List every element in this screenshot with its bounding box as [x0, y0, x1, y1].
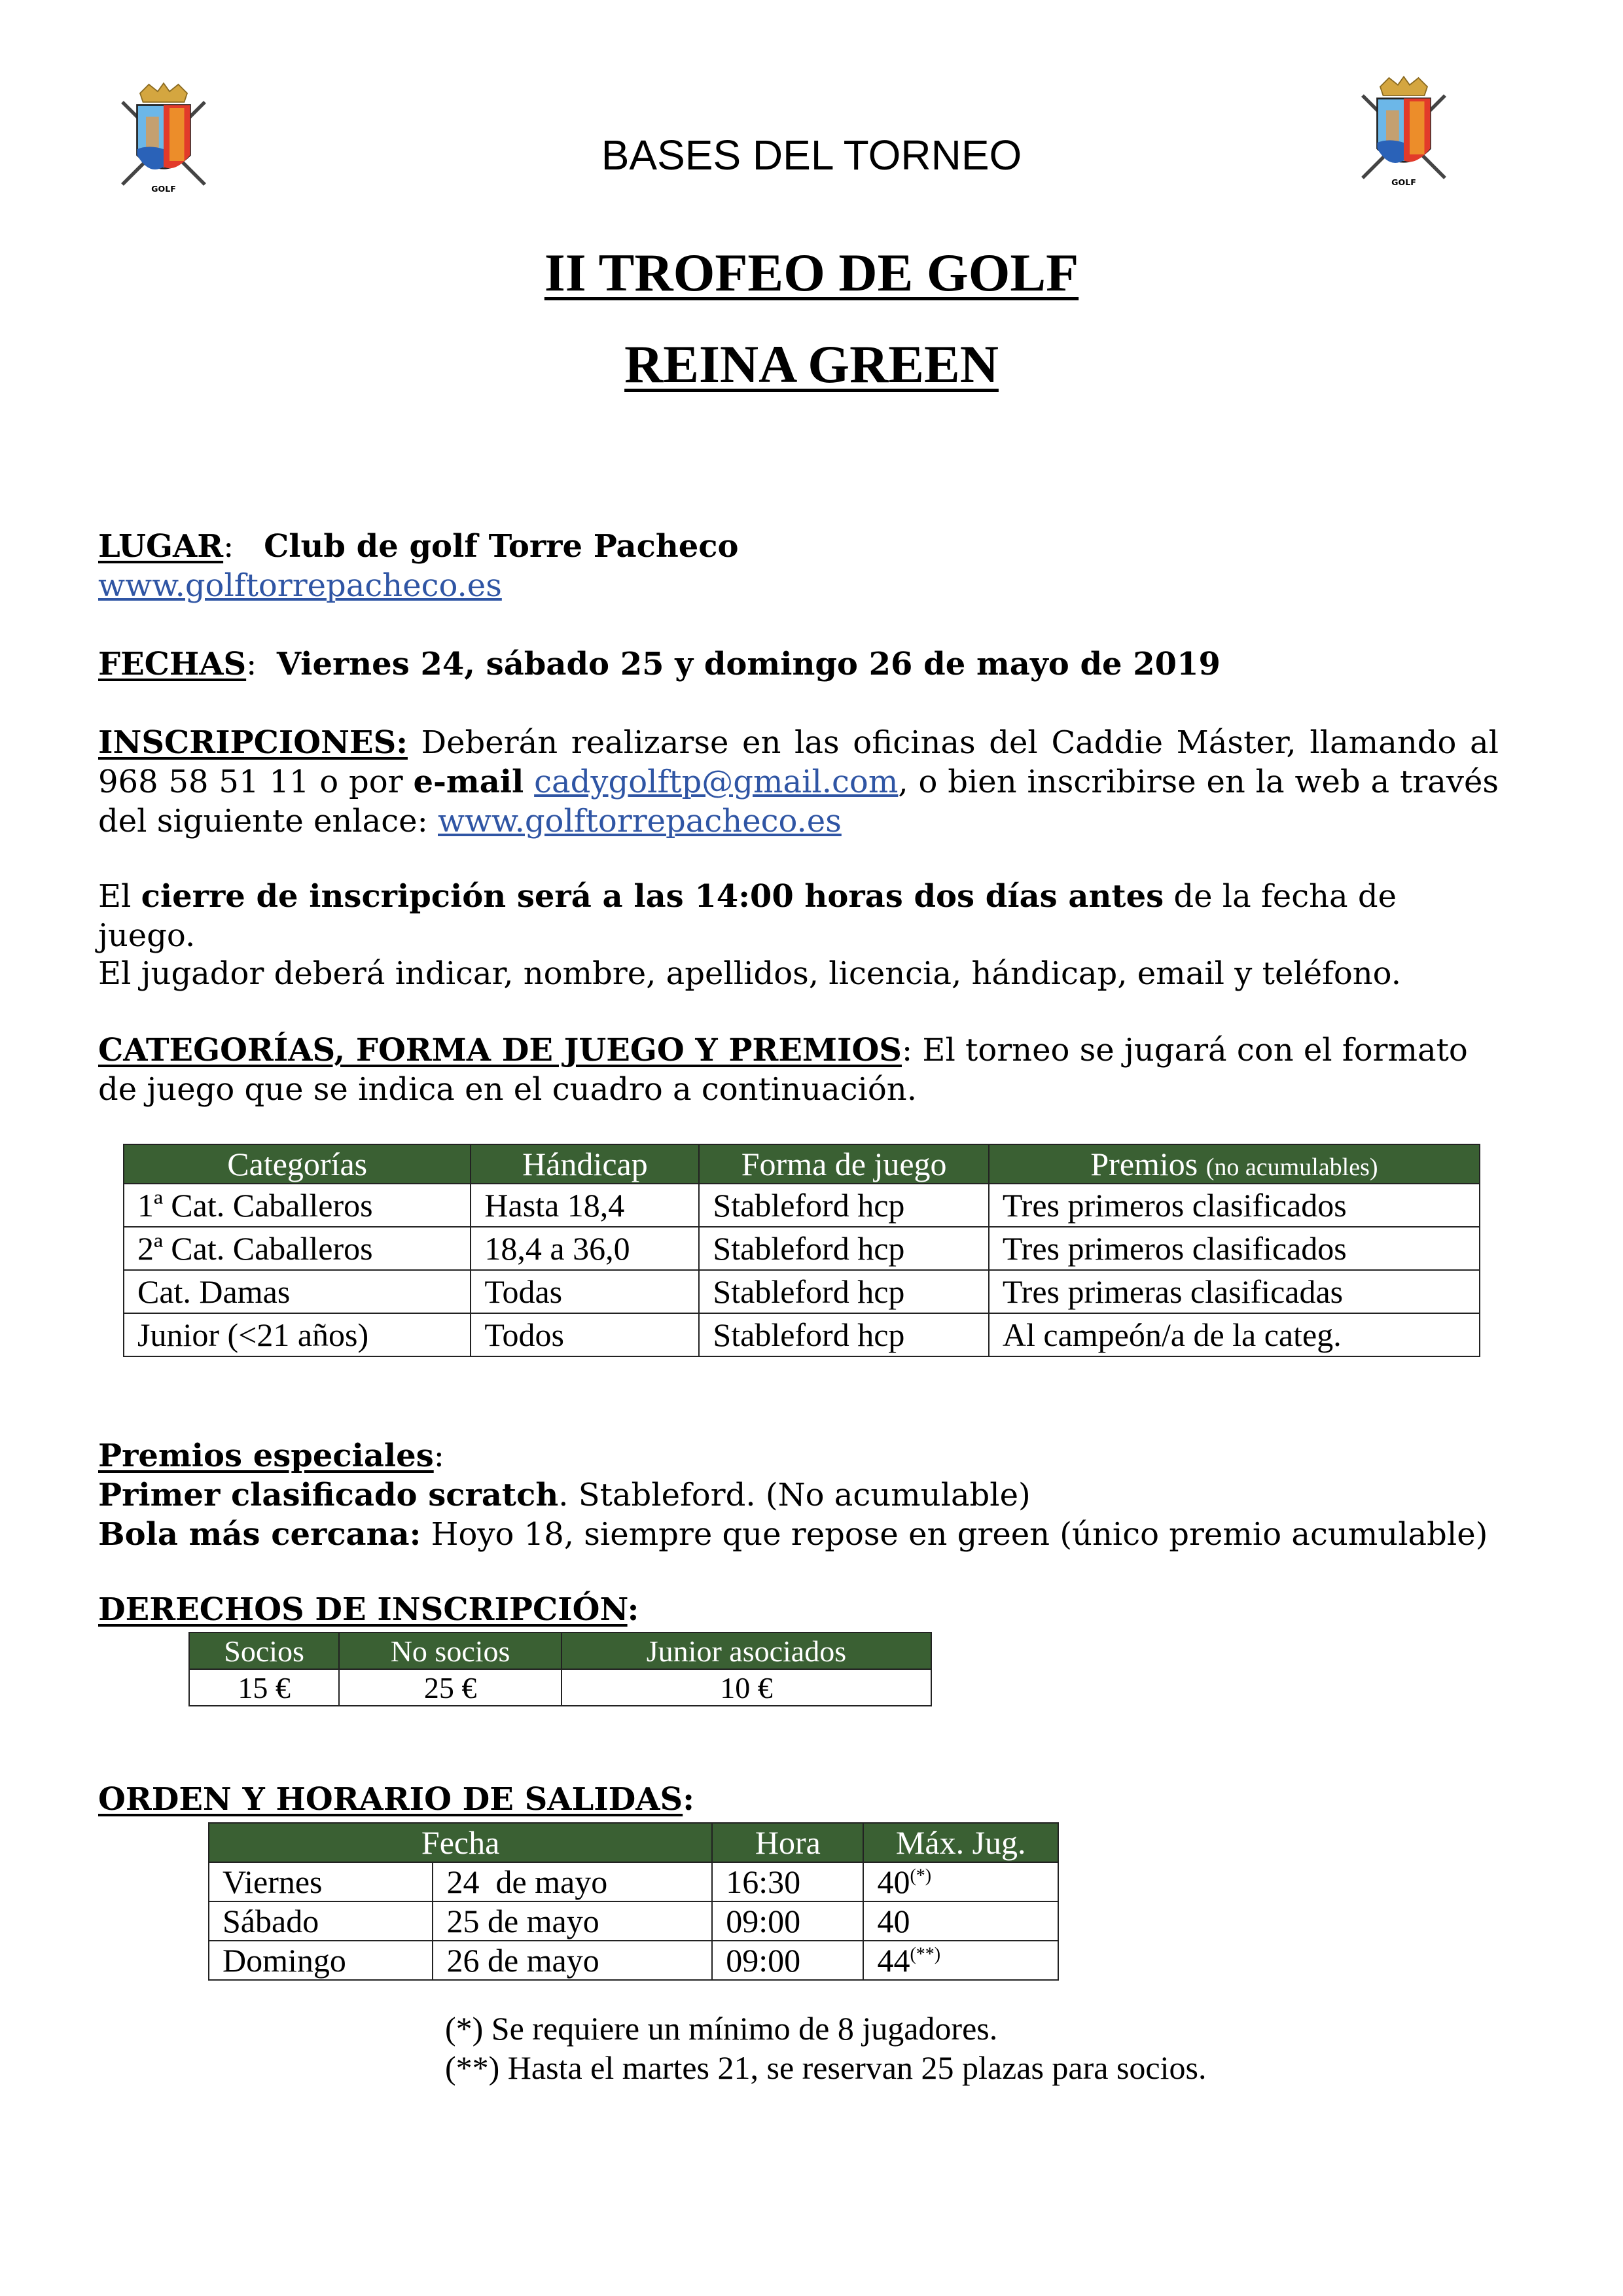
table-header: Socios — [189, 1633, 339, 1669]
table-header: Junior asociados — [562, 1633, 931, 1669]
table-header-row — [189, 1633, 931, 1669]
table-cell: Stableford hcp — [699, 1270, 988, 1313]
table-row — [189, 1669, 931, 1706]
table-row — [124, 1184, 1480, 1227]
derechos-label: DERECHOS DE INSCRIPCIÓN — [98, 1591, 628, 1628]
table-cell: 24 de mayo — [433, 1862, 712, 1901]
premios-especiales-section: Premios especiales: Primer clasificado scratch. Stableford. (No acumulable) Bola más cercana: Hoyo 18, siempre que repose en green (único premio acumulable) — [98, 1438, 1488, 1553]
table-cell: 40 — [863, 1901, 1058, 1941]
derechos-table — [188, 1632, 932, 1706]
table-cell: Todas — [471, 1270, 699, 1313]
table-cell: Domingo — [209, 1941, 433, 1980]
cierre-text: El cierre de inscripción será a las 14:00 horas dos días antes de la fecha de juego. — [98, 878, 1397, 954]
document-subtitle: BASES DEL TORNEO — [601, 132, 1022, 179]
table-cell: Al campeón/a de la categ. — [989, 1313, 1480, 1356]
table-cell: 2ª Cat. Caballeros — [124, 1227, 471, 1270]
table-cell: 09:00 — [712, 1941, 863, 1980]
footnote-1: (*) Se requiere un mínimo de 8 jugadores. — [445, 2010, 998, 2047]
table-row — [124, 1270, 1480, 1313]
salidas-label: ORDEN Y HORARIO DE SALIDAS — [98, 1781, 683, 1818]
salidas-section: ORDEN Y HORARIO DE SALIDAS: — [98, 1781, 694, 1818]
table-header: Hora — [712, 1823, 863, 1862]
categorias-label: CATEGORÍAS, FORMA DE JUEGO Y PREMIOS — [98, 1032, 902, 1069]
table-header: Hándicap — [471, 1144, 699, 1184]
table-cell: Tres primeros clasificados — [989, 1227, 1480, 1270]
table-header: Premios (no acumulables) — [989, 1144, 1480, 1184]
table-cell: 09:00 — [712, 1901, 863, 1941]
lugar-value: Club de golf Torre Pacheco — [264, 528, 739, 565]
svg-text:GOLF: GOLF — [151, 183, 176, 194]
table-cell: 16:30 — [712, 1862, 863, 1901]
salidas-table — [208, 1822, 1059, 1981]
website-link-2[interactable]: www.golftorrepacheco.es — [438, 803, 842, 839]
categorias-table — [123, 1144, 1480, 1357]
inscripciones-section: INSCRIPCIONES: Deberán realizarse en las oficinas del Caddie Máster, llamando al 968 58 51 11 o por e-mail cadygolftp@gmail.com, o bien inscribirse en la web a través del siguiente enlace: www.golftorrepacheco.es — [98, 724, 1499, 839]
document-title-line1: II TROFEO DE GOLF — [544, 243, 1079, 302]
footnotes — [445, 2009, 1558, 2087]
table-cell: 40(*) — [863, 1862, 1058, 1901]
svg-text:GOLF: GOLF — [1391, 177, 1416, 187]
table-cell: Tres primeras clasificadas — [989, 1270, 1480, 1313]
table-cell: Stableford hcp — [699, 1227, 988, 1270]
table-header: Máx. Jug. — [863, 1823, 1058, 1862]
table-row — [124, 1313, 1480, 1356]
table-cell: Todos — [471, 1313, 699, 1356]
table-cell: Stableford hcp — [699, 1313, 988, 1356]
table-header-row — [209, 1823, 1058, 1862]
inscripciones-label: INSCRIPCIONES: — [98, 724, 408, 761]
table-row — [124, 1227, 1480, 1270]
email-label: e-mail — [413, 764, 524, 800]
jugador-info-text: El jugador deberá indicar, nombre, apellidos, licencia, hándicap, email y teléfono. — [98, 955, 1401, 992]
table-cell: 10 € — [562, 1669, 931, 1706]
document-title-line2: REINA GREEN — [624, 334, 999, 394]
table-cell: 44(**) — [863, 1941, 1058, 1980]
lugar-section: LUGAR: Club de golf Torre Pacheco www.golftorrepacheco.es — [98, 528, 739, 604]
table-row — [209, 1941, 1058, 1980]
table-header: No socios — [339, 1633, 562, 1669]
table-header-row — [124, 1144, 1480, 1184]
table-cell: 15 € — [189, 1669, 339, 1706]
fechas-value: Viernes 24, sábado 25 y domingo 26 de mayo de 2019 — [276, 646, 1221, 682]
table-cell: Sábado — [209, 1901, 433, 1941]
table-cell: 1ª Cat. Caballeros — [124, 1184, 471, 1227]
categorias-section: CATEGORÍAS, FORMA DE JUEGO Y PREMIOS: El torneo se jugará con el formato de juego que se indica en el cuadro a continuación. — [98, 1032, 1468, 1108]
fechas-section: FECHAS: Viernes 24, sábado 25 y domingo 26 de mayo de 2019 — [98, 646, 1221, 682]
fechas-label: FECHAS — [98, 646, 247, 682]
email-link[interactable]: cadygolftp@gmail.com — [534, 764, 899, 800]
table-cell: 18,4 a 36,0 — [471, 1227, 699, 1270]
table-cell: Stableford hcp — [699, 1184, 988, 1227]
website-link[interactable]: www.golftorrepacheco.es — [98, 567, 502, 604]
lugar-label: LUGAR — [98, 528, 224, 565]
table-cell: Viernes — [209, 1862, 433, 1901]
table-cell: Junior (<21 años) — [124, 1313, 471, 1356]
table-row — [209, 1862, 1058, 1901]
table-cell: 25 € — [339, 1669, 562, 1706]
footnote-2: (**) Hasta el martes 21, se reservan 25 plazas para socios. — [445, 2049, 1207, 2086]
table-cell: Cat. Damas — [124, 1270, 471, 1313]
table-cell: 26 de mayo — [433, 1941, 712, 1980]
table-cell: 25 de mayo — [433, 1901, 712, 1941]
derechos-section: DERECHOS DE INSCRIPCIÓN: — [98, 1591, 639, 1628]
table-header: Fecha — [209, 1823, 712, 1862]
table-header: Categorías — [124, 1144, 471, 1184]
table-cell: Hasta 18,4 — [471, 1184, 699, 1227]
table-cell: Tres primeros clasificados — [989, 1184, 1480, 1227]
table-row — [209, 1901, 1058, 1941]
table-header: Forma de juego — [699, 1144, 988, 1184]
premios-especiales-label: Premios especiales — [98, 1438, 434, 1474]
